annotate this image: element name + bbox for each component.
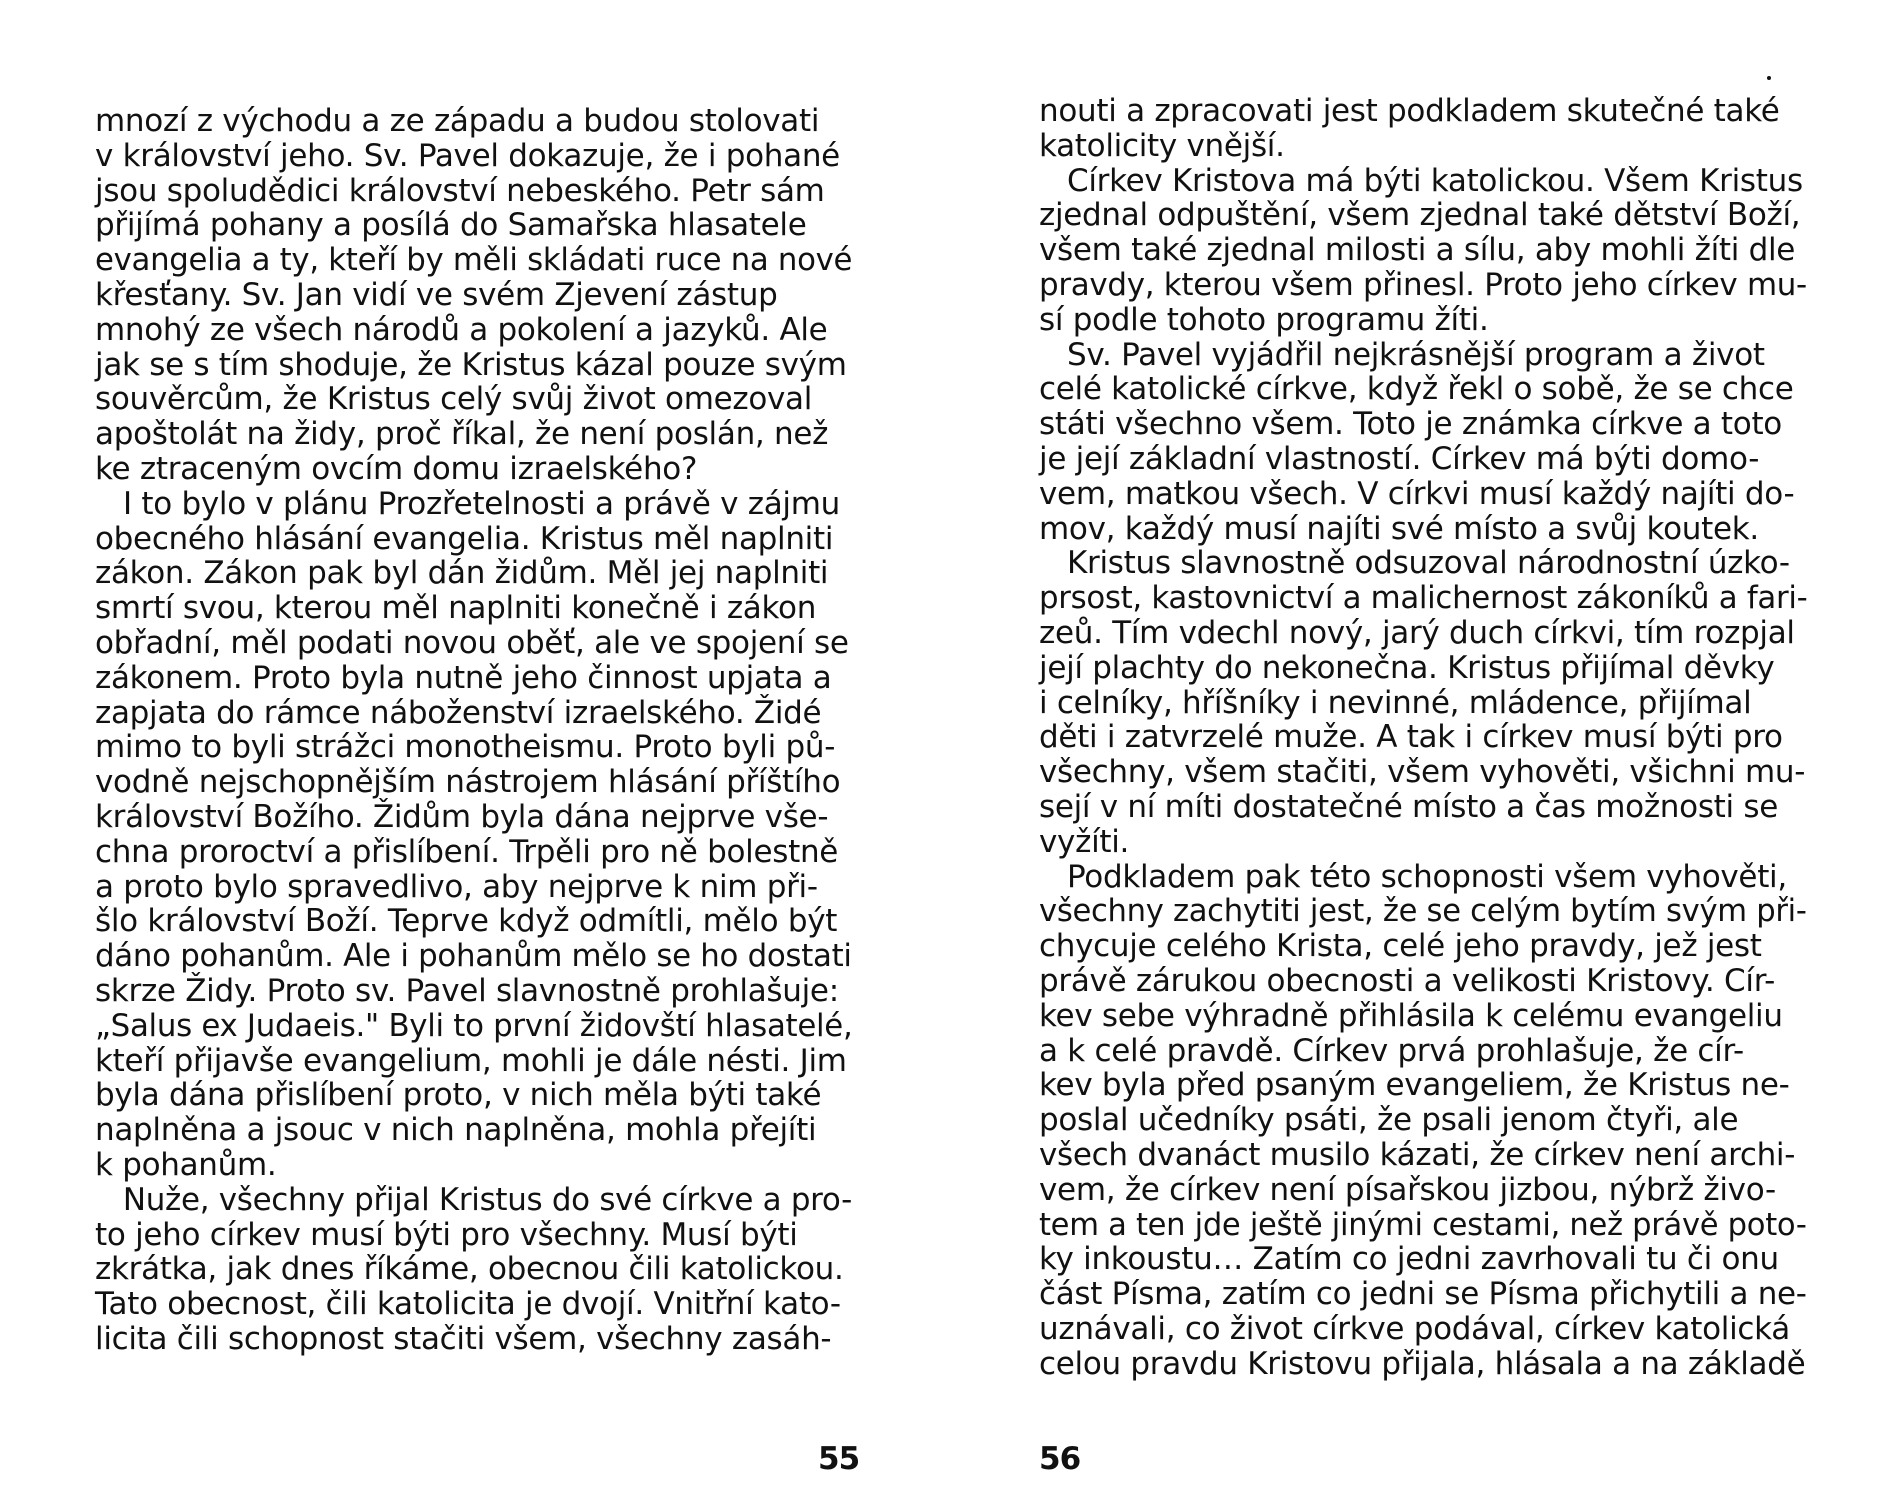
text-line: to jeho církev musí býti pro všechny. Musí býti <box>95 1216 798 1253</box>
text-line: křesťany. Sv. Jan vidí ve svém Zjevení zástup <box>95 276 778 313</box>
text-line: království Božího. Židům byla dána nejprve vše- <box>95 798 829 835</box>
text-line: I to bylo v plánu Prozřetelnosti a právě v zájmu <box>123 485 840 522</box>
text-line: je její základní vlastností. Církev má býti domo- <box>1039 440 1760 477</box>
text-line: všech dvanáct musilo kázati, že církev není archi- <box>1039 1136 1796 1173</box>
text-line: Církev Kristova má býti katolickou. Všem Kristus <box>1067 162 1803 199</box>
text-line: všem také zjednal milosti a sílu, aby mohli žíti dle <box>1039 232 1796 269</box>
text-line: vodně nejschopnějším nástrojem hlásání příštího <box>95 764 841 801</box>
text-line: nouti a zpracovati jest podkladem skutečné také <box>1039 93 1780 129</box>
text-line: naplněna a jsouc v nich naplněna, mohla přejíti <box>95 1112 817 1149</box>
text-line: „Salus ex Judaeis." Byli to první židovští hlasatelé, <box>95 1007 853 1044</box>
page-number: 56 <box>1039 1441 1081 1477</box>
text-line: šlo království Boží. Teprve když odmítli, mělo být <box>95 903 838 940</box>
text-line: přijímá pohany a posílá do Samařska hlasatele <box>95 207 807 244</box>
text-line: Tato obecnost, čili katolicita je dvojí. Vnitřní kato- <box>95 1286 841 1323</box>
text-line: právě zárukou obecnosti a velikosti Kristovy. Cír- <box>1039 962 1776 999</box>
text-line: licita čili schopnost stačiti všem, všechny zasáh- <box>95 1320 832 1357</box>
text-line: obecného hlásání evangelia. Kristus měl naplniti <box>95 520 834 557</box>
text-line: kteří přijavše evangelium, mohli je dále nésti. Jim <box>95 1042 847 1079</box>
text-line: Podkladem pak této schopnosti všem vyhověti, <box>1067 858 1787 895</box>
text-line: část Písma, zatím co jedni se Písma přichytili a ne- <box>1039 1276 1807 1313</box>
text-line: kev byla před psaným evangeliem, že Kristus ne- <box>1039 1067 1790 1104</box>
text-line: jak se s tím shoduje, že Kristus kázal pouze svým <box>95 346 847 383</box>
text-line: chna proroctví a přislíbení. Trpěli pro ně bolestně <box>95 833 839 870</box>
text-line: obřadní, měl podati novou oběť, ale ve spojení se <box>95 624 849 661</box>
text-line: mimo to byli strážci monotheismu. Proto byli pů- <box>95 729 836 766</box>
text-line: ky inkoustu… Zatím co jedni zavrhovali tu či onu <box>1039 1241 1779 1278</box>
text-line: zkrátka, jak dnes říkáme, obecnou čili katolickou. <box>95 1251 844 1288</box>
text-line: zjednal odpuštění, všem zjednal také dětství Boží, <box>1039 197 1801 234</box>
text-line: mnozí z východu a ze západu a budou stolovati <box>95 103 820 139</box>
print-speck <box>1767 76 1771 80</box>
text-line: chycuje celého Krista, celé jeho pravdy, jež jest <box>1039 928 1762 965</box>
text-line: poslal učedníky psáti, že psali jenom čtyři, ale <box>1039 1102 1739 1139</box>
left-page-text <box>95 104 852 1357</box>
text-line: evangelia a ty, kteří by měli skládati ruce na nové <box>95 242 853 279</box>
text-line: Kristus slavnostně odsuzoval národnostní úzko- <box>1067 545 1790 582</box>
text-line: kev sebe výhradně přihlásila k celému evangeliu <box>1039 997 1783 1034</box>
text-line: vem, matkou všech. V církvi musí každý najíti do- <box>1039 475 1795 512</box>
text-line: v království jeho. Sv. Pavel dokazuje, že i pohané <box>95 137 840 174</box>
text-line: i celníky, hříšníky i nevinné, mládence, přijímal <box>1039 684 1752 721</box>
text-line: mov, každý musí najíti své místo a svůj koutek. <box>1039 510 1759 547</box>
text-line: ke ztraceným ovcím domu izraelského? <box>95 450 698 487</box>
text-line: jsou spoludědici království nebeského. Petr sám <box>95 172 825 209</box>
text-line: Nuže, všechny přijal Kristus do své církve a pro- <box>122 1181 852 1218</box>
text-line: zákonem. Proto byla nutně jeho činnost upjata a <box>95 659 832 696</box>
right-page <box>945 0 1890 1500</box>
text-line: pravdy, kterou všem přinesl. Proto jeho církev mu- <box>1039 266 1807 303</box>
text-line: a k celé pravdě. Církev prvá prohlašuje, že cír- <box>1039 1032 1744 1069</box>
right-page-text <box>1039 94 1807 1381</box>
text-line: všechny zachytiti jest, že se celým bytím svým při- <box>1039 893 1807 930</box>
text-line: Sv. Pavel vyjádřil nejkrásnější program a život <box>1067 336 1765 373</box>
text-line: mnohý ze všech národů a pokolení a jazyků. Ale <box>95 311 828 348</box>
text-line: státi všechno všem. Toto je známka církve a toto <box>1039 406 1782 443</box>
text-line: zákon. Zákon pak byl dán židům. Měl jej naplniti <box>95 555 829 592</box>
text-line: a proto bylo spravedlivo, aby nejprve k nim při- <box>95 868 818 905</box>
text-line: všechny, všem stačiti, všem vyhověti, všichni mu- <box>1039 754 1806 791</box>
text-line: smrtí svou, kterou měl naplniti konečně i zákon <box>95 590 817 627</box>
text-line: zeů. Tím vdechl nový, jarý duch církvi, tím rozpjal <box>1039 614 1795 651</box>
text-line: uznávali, co život církve podával, církev katolická <box>1039 1310 1790 1347</box>
page-number: 55 <box>818 1441 860 1477</box>
text-line: sejí v ní míti dostatečné místo a čas možnosti se <box>1039 788 1779 825</box>
text-line: děti i zatvrzelé muže. A tak i církev musí býti pro <box>1039 719 1783 756</box>
text-line: katolicity vnější. <box>1039 127 1285 164</box>
text-line: skrze Židy. Proto sv. Pavel slavnostně prohlašuje: <box>95 972 839 1009</box>
text-line: souvěrcům, že Kristus celý svůj život omezoval <box>95 381 813 418</box>
text-line: tem a ten jde ještě jinými cestami, než právě poto- <box>1039 1206 1807 1243</box>
text-line: vem, že církev není písařskou jizbou, nýbrž živo- <box>1039 1171 1776 1208</box>
text-line: apoštolát na židy, proč říkal, že není poslán, než <box>95 416 829 453</box>
text-line: zapjata do rámce náboženství izraelského. Židé <box>95 694 822 731</box>
text-line: byla dána přislíbení proto, v nich měla býti také <box>95 1077 822 1114</box>
text-line: sí podle tohoto programu žíti. <box>1039 301 1489 338</box>
text-line: prsost, kastovnictví a malichernost zákoníků a fari- <box>1039 580 1808 617</box>
text-line: vyžíti. <box>1039 823 1130 860</box>
text-line: celé katolické církve, když řekl o sobě, že se chce <box>1039 371 1794 408</box>
text-line: k pohanům. <box>95 1146 277 1183</box>
text-line: její plachty do nekonečna. Kristus přijímal děvky <box>1039 649 1775 686</box>
text-line: celou pravdu Kristovu přijala, hlásala a na základě <box>1039 1345 1806 1382</box>
text-line: dáno pohanům. Ale i pohanům mělo se ho dostati <box>95 938 852 975</box>
